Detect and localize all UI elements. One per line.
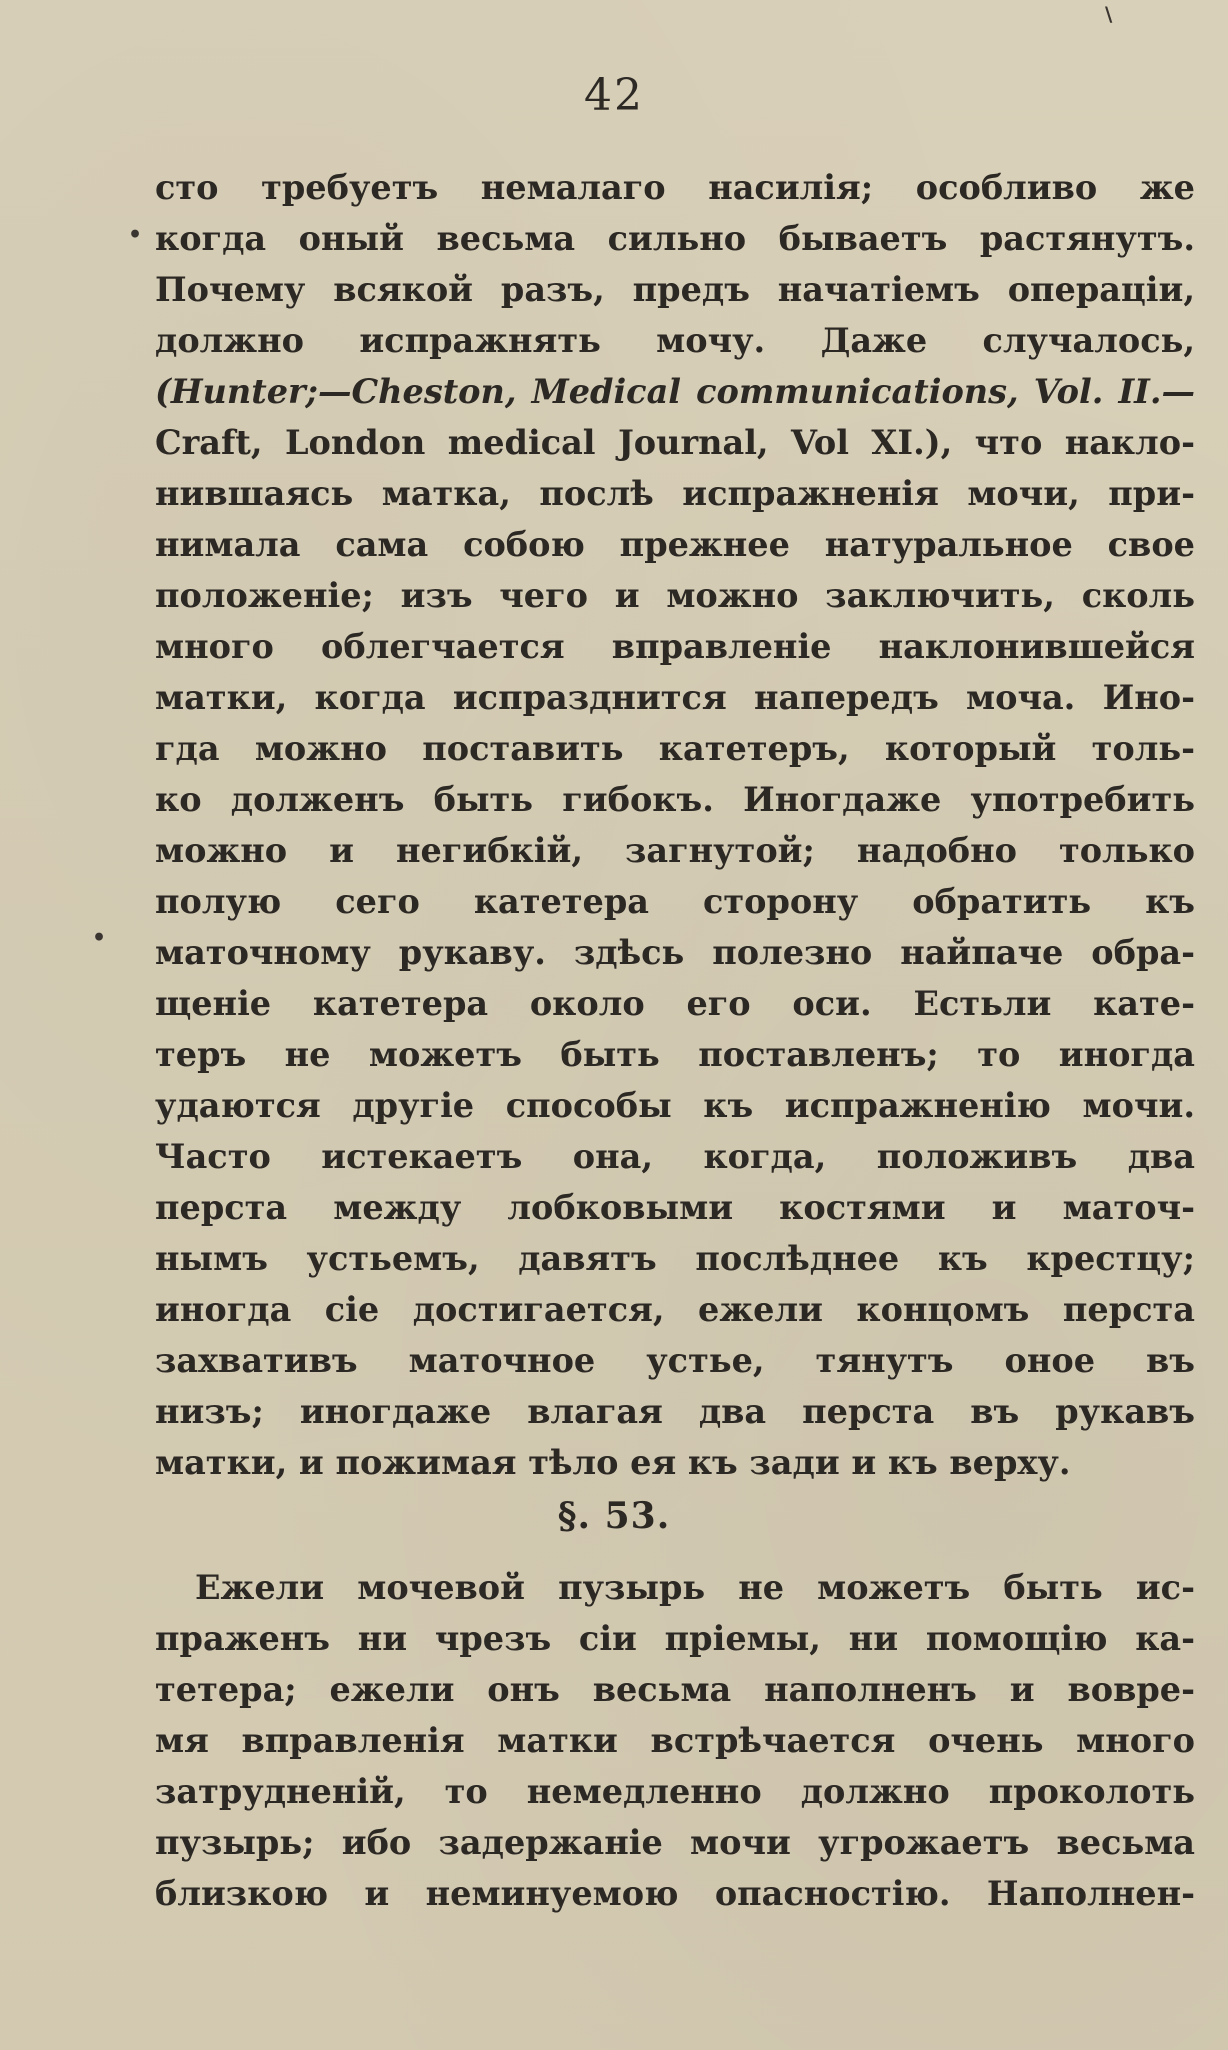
text-line: близкою и неминуемою опасностію. Наполнен- [155, 1874, 1195, 1913]
text-line: Почему всякой разъ, предъ начатіемъ операціи, [155, 270, 1195, 309]
text-line: щеніе катетера около его оси. Естьли кате- [155, 984, 1195, 1023]
margin-mark-top: \ [1105, 2, 1113, 26]
text-line: положеніе; изъ чего и можно заключить, сколь [155, 576, 1195, 615]
text-line: ко долженъ быть гибокъ. Иногдаже употребить [155, 780, 1195, 819]
text-line: когда оный весьма сильно бываетъ растянутъ. [155, 219, 1195, 258]
text-line: много облегчается вправленіе наклонившейся [155, 627, 1195, 666]
text-line: Часто истекаетъ она, когда, положивъ два [155, 1137, 1195, 1176]
text-line: захвативъ маточное устье, тянутъ оное въ [155, 1341, 1195, 1380]
section-heading: §. 53. [557, 1495, 671, 1537]
paragraph-section-53 [155, 1562, 1195, 1919]
text-line: матки, когда испразднится напередъ моча. Ино- [155, 678, 1195, 717]
text-line: иногда сіе достигается, ежели концомъ перста [155, 1290, 1195, 1329]
text-line: гда можно поставить катетеръ, который толь- [155, 729, 1195, 768]
text-line: нимала сама собою прежнее натуральное свое [155, 525, 1195, 564]
text-line: можно и негибкій, загнутой; надобно только [155, 831, 1195, 870]
text-line: пузырь; ибо задержаніе мочи угрожаетъ весьма [155, 1823, 1195, 1862]
text-line: перста между лобковыми костями и маточ- [155, 1188, 1195, 1227]
text-line: матки, и пожимая тѣло ея къ зади и къ верху. [155, 1443, 1071, 1482]
text-line: Craft, London medical Journal, Vol XI.), что накло- [155, 423, 1195, 462]
text-line: полую сего катетера сторону обратить къ [155, 882, 1195, 921]
text-line: праженъ ни чрезъ сіи пріемы, ни помощію ка- [155, 1619, 1195, 1658]
text-line: нившаясь матка, послѣ испражненія мочи, при- [155, 474, 1195, 513]
text-line: удаются другіе способы къ испражненію мочи. [155, 1086, 1195, 1125]
text-line: Ежели мочевой пузырь не можетъ быть ис- [195, 1568, 1195, 1607]
text-line: мя вправленія матки встрѣчается очень много [155, 1721, 1195, 1760]
text-line: тетера; ежели онъ весьма наполненъ и вовре- [155, 1670, 1195, 1709]
margin-mark: • [92, 925, 107, 951]
text-line: (Hunter;—Cheston, Medical communications, Vol. II.— [155, 372, 1195, 411]
paragraph-continued [155, 162, 1195, 1488]
text-line: должно испражнять мочу. Даже случалось, [155, 321, 1195, 360]
text-line: нымъ устьемъ, давятъ послѣднее къ крестцу; [155, 1239, 1195, 1278]
text-line: теръ не можетъ быть поставленъ; то иногда [155, 1035, 1195, 1074]
text-line: низъ; иногдаже влагая два перста въ рукавъ [155, 1392, 1195, 1431]
text-line: затрудненій, то немедленно должно проколоть [155, 1772, 1195, 1811]
text-line: маточному рукаву. здѣсь полезно найпаче обра- [155, 933, 1195, 972]
margin-mark: • [128, 222, 143, 248]
page-number: 42 [584, 70, 644, 121]
text-line: сто требуетъ немалаго насилія; особливо же [155, 168, 1195, 207]
